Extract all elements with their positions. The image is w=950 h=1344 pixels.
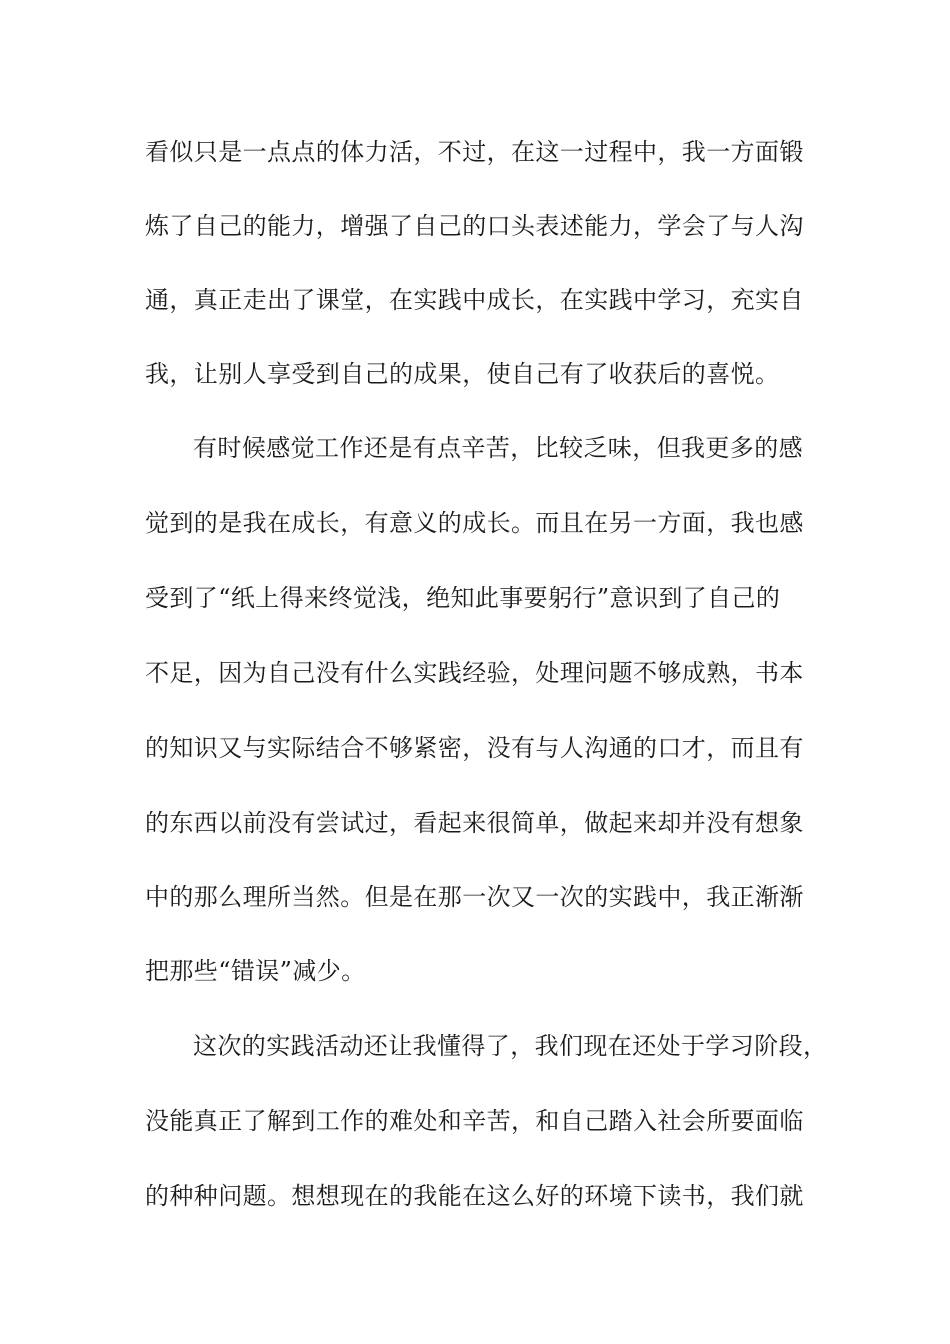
paragraph-first-line: 这次的实践活动还让我懂得了，我们现在还处于学习阶段，: [193, 1032, 828, 1060]
text-line: 通，真正走出了课堂，在实践中成长，在实践中学习，充实自: [145, 286, 804, 314]
text-line: 受到了“纸上得来终觉浅，绝知此事要躬行”意识到了自己的: [145, 584, 781, 612]
text-line: 把那些“错误”减少。: [145, 957, 366, 985]
text-line: 中的那么理所当然。但是在那一次又一次的实践中，我正渐渐: [145, 883, 804, 911]
text-line: 我，让别人享受到自己的成果，使自己有了收获后的喜悦。: [145, 360, 780, 388]
text-line: 不足，因为自己没有什么实践经验，处理问题不够成熟，书本: [145, 659, 804, 687]
text-line: 没能真正了解到工作的难处和辛苦，和自己踏入社会所要面临: [145, 1107, 804, 1135]
text-line: 的知识又与实际结合不够紧密，没有与人沟通的口才，而且有: [145, 734, 804, 762]
text-line: 觉到的是我在成长，有意义的成长。而且在另一方面，我也感: [145, 509, 804, 537]
text-line: 炼了自己的能力，增强了自己的口头表述能力，学会了与人沟: [145, 212, 804, 240]
paragraph-first-line: 有时候感觉工作还是有点辛苦，比较乏味，但我更多的感: [193, 434, 803, 462]
text-line: 的种种问题。想想现在的我能在这么好的环境下读书，我们就: [145, 1182, 804, 1210]
text-line: 的东西以前没有尝试过，看起来很简单，做起来却并没有想象: [145, 809, 804, 837]
text-line: 看似只是一点点的体力活，不过，在这一过程中，我一方面锻: [145, 138, 804, 166]
